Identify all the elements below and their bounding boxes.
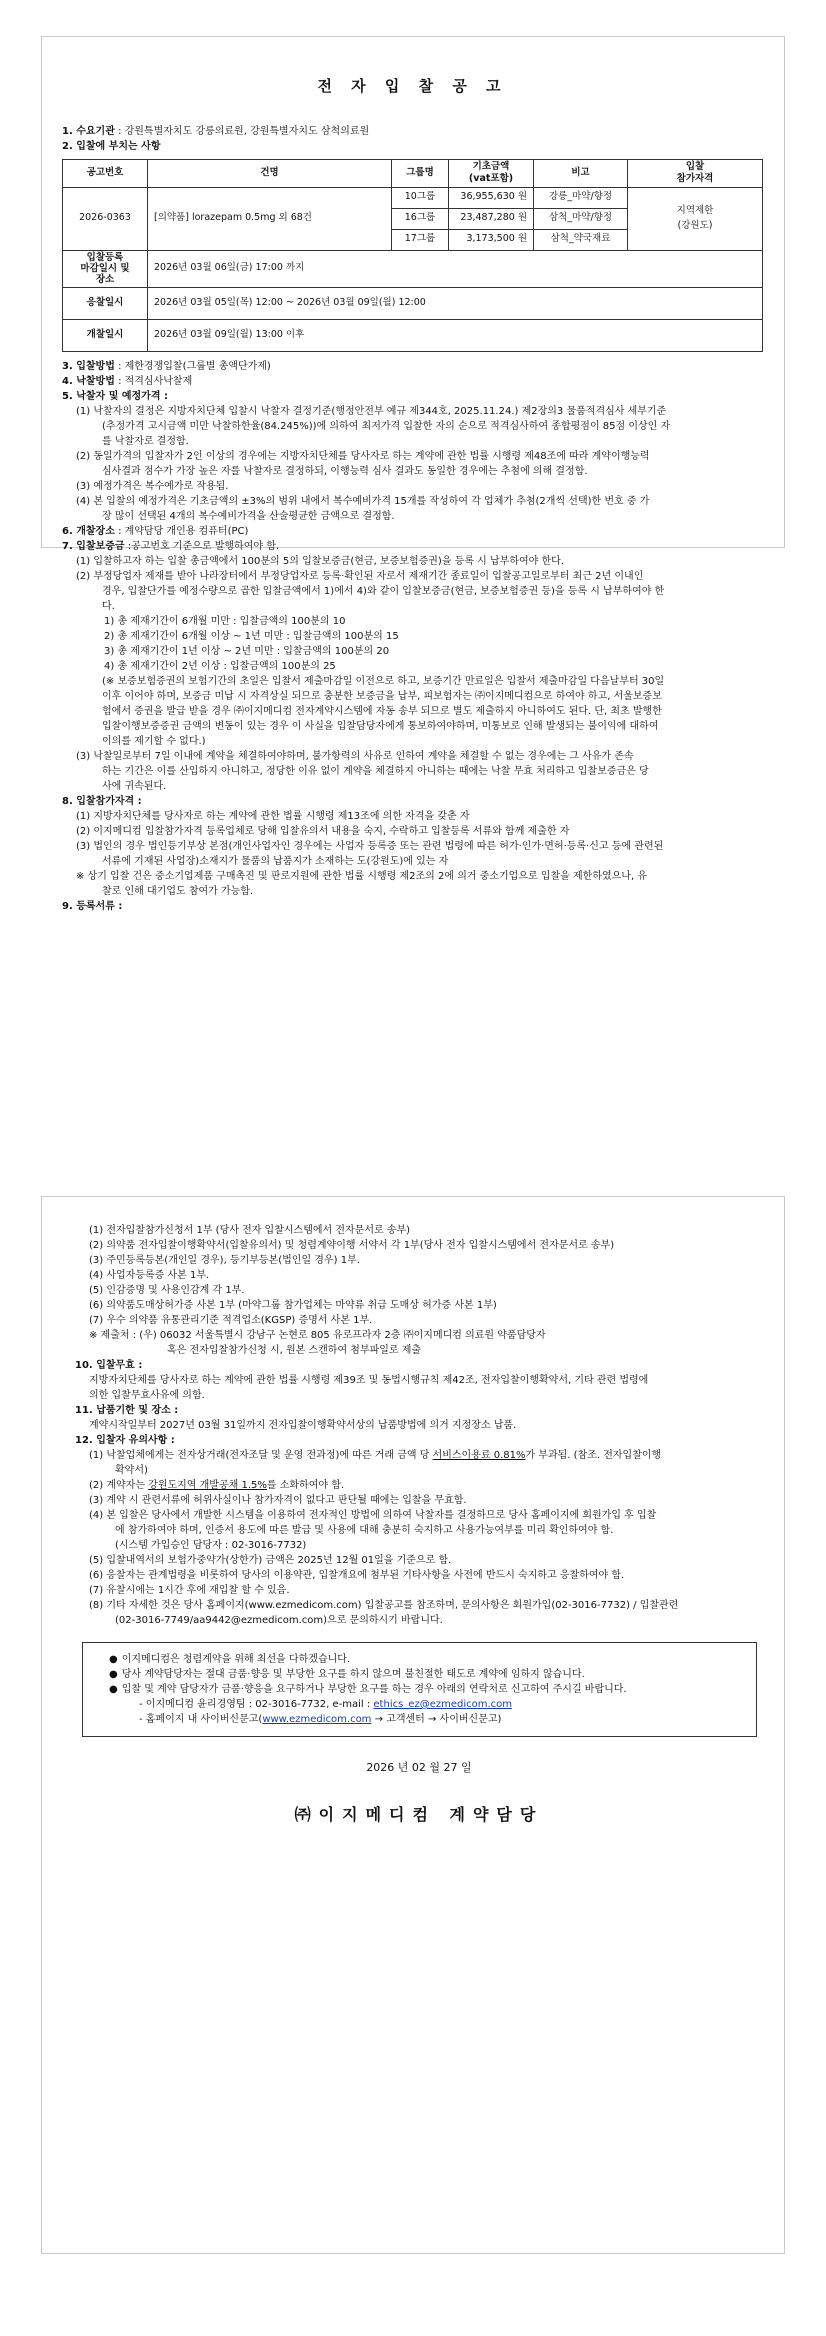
- section-8-line: 찰로 인해 대기업도 참여가 가능함.: [102, 885, 254, 897]
- section-12-line: [75, 1478, 763, 1493]
- section-7-sub: 4) 총 제재기간이 2년 이상 : 입찰금액의 100분의 25: [104, 660, 336, 672]
- notice-date: 2026 년 02 월 27 일: [366, 1761, 472, 1774]
- section-6: [62, 524, 763, 539]
- section-3: [62, 359, 763, 374]
- bidding-label: 응찰일시: [63, 287, 148, 319]
- section-12-line: [75, 1448, 763, 1463]
- header-item: 건명: [148, 159, 392, 187]
- section-9-line: (6) 의약품도매상허가증 사본 1부 (마약그룹 참가업체는 마약류 취급 도매상 허가증 사본 1부): [89, 1300, 497, 1311]
- section-7-line: 다.: [102, 600, 115, 612]
- section-5-label: 5. 낙찰자 및 예정가격 :: [62, 390, 168, 402]
- section-1-label: 1. 수요기관: [62, 125, 115, 137]
- section-4-value: : 적격심사낙찰제: [114, 375, 193, 387]
- section-12-text: (2) 계약자는: [89, 1480, 149, 1491]
- group-name: 10그룹: [392, 187, 449, 208]
- section-6-label: 6. 개찰장소: [62, 525, 115, 537]
- section-12-line: 에 참가하여야 하며, 인증서 용도에 따른 발급 및 사용에 대해 충분히 숙지하고 사용가능여부를 미리 확인하여야 함.: [115, 1525, 614, 1536]
- section-7-line: 하는 기간은 이를 산입하지 아니하고, 정당한 이유 없이 계약을 체결하지 아니하는 때에는 낙찰 무효 처리하고 입찰보증금은 당: [102, 765, 649, 777]
- section-10-text: 의한 입찰무효사유에 의함.: [89, 1390, 205, 1401]
- section-8-line: (3) 법인의 경우 법인등기부상 본점(개인사업자인 경우에는 사업자 등록증 또는 관련 법령에 따른 허가·인가·면허·등록·신고 등에 관련된: [76, 840, 664, 852]
- ethics-bullet: ● 당사 계약담당자는 절대 금품·향응 및 부당한 요구를 하지 않으며 불친절한 태도로 계약에 임하지 않습니다.: [109, 1667, 742, 1682]
- section-11-label: 11. 납품기한 및 장소 :: [75, 1405, 179, 1416]
- section-10-label: 10. 입찰무효 :: [75, 1360, 143, 1371]
- signature: ㈜이지메디컴 계약담당: [294, 1804, 544, 1824]
- cyber-petition-text: → 고객센터 → 사이버신문고): [371, 1714, 502, 1725]
- bid-table: [62, 159, 763, 352]
- section-7-line: (1) 입찰하고자 하는 입찰 총금액에서 100분의 5의 입찰보증금(현금, 보증보험증권)을 등록 시 납부하여야 한다.: [76, 555, 564, 567]
- section-12-text: 를 소화하여야 함.: [266, 1480, 345, 1491]
- section-3-value: : 제한경쟁입찰(그룹별 총액단가제): [114, 360, 271, 372]
- bidding-row: [63, 287, 763, 319]
- ethics-email-link[interactable]: ethics_ez@ezmedicom.com: [373, 1699, 513, 1710]
- section-12-line: (시스템 가입승인 담당자 : 02-3016-7732): [115, 1540, 307, 1551]
- table-row: [63, 187, 763, 208]
- section-9-note: 혹은 전자입찰참가신청 시, 원본 스캔하여 첨부파일로 제출: [167, 1345, 422, 1356]
- section-10-text: 지방자치단체를 당사자로 하는 계약에 관한 법률 시행령 제39조 및 동법시행규칙 제42조, 전자입찰이행확약서, 기타 관련 법령에: [89, 1375, 649, 1386]
- group-name: 16그룹: [392, 208, 449, 229]
- section-12-line: (3) 계약 시 관련서류에 허위사실이나 참가자격이 없다고 판단될 때에는 입찰을 무효함.: [89, 1495, 467, 1506]
- group-name: 17그룹: [392, 229, 449, 250]
- section-7-line: 경우, 입찰단가를 예정수량으로 곱한 입찰금액에서 1)에서 4)와 같이 입찰보증금(현금, 보증보험증권 등)을 등록 시 납부하여야 한: [102, 585, 665, 597]
- section-8-line: ※ 상기 입찰 건은 중소기업제품 구매촉진 및 판로지원에 관한 법률 시행령 제2조의 2에 의거 중소기업으로 입찰을 제한하였으나, 유: [76, 870, 647, 882]
- ethics-contact-text: - 이지메디컴 윤리경영팀 : 02-3016-7732, e-mail :: [139, 1699, 374, 1710]
- section-4-label: 4. 낙찰방법: [62, 375, 115, 387]
- cyber-petition: [109, 1712, 742, 1727]
- section-2-label: 2. 입찰에 부치는 사항: [62, 140, 161, 152]
- section-9-note: ※ 제출처 : (우) 06032 서울특별시 강남구 논현로 805 유로프라자 2층 ㈜이지메디컴 의료원 약품담당자: [89, 1330, 546, 1341]
- ethics-notice-box: [82, 1642, 757, 1737]
- section-7-line: 사에 귀속된다.: [102, 780, 167, 792]
- registration-value: 2026년 03월 06일(금) 17:00 까지: [148, 250, 763, 287]
- section-7-sub: 1) 총 제재기간이 6개월 미만 : 입찰금액의 100분의 10: [104, 615, 346, 627]
- section-5-line: 심사결과 점수가 가장 높은 자를 낙찰자로 결정하되, 이행능력 심사 결과도 동일한 경우에는 추첨에 의해 결정함.: [102, 465, 588, 477]
- section-7-note: 이후 이어야 하며, 보증금 미납 시 자격상실 되므로 충분한 보증금을 납부, 피보험자는 ㈜이지메디컴으로 하여야 하고, 서울보증보: [102, 690, 662, 702]
- section-9-line: (1) 전자입찰참가신청서 1부 (당사 전자 입찰시스템에서 전자문서로 송부): [89, 1225, 411, 1236]
- document-page-2: [41, 1196, 785, 2254]
- section-5-line: (3) 예정가격은 복수예가로 작용됨.: [76, 480, 229, 492]
- section-9-line: (3) 주민등록등본(개인일 경우), 등기부등본(법인일 경우) 1부.: [89, 1255, 360, 1266]
- section-12-line: (8) 기타 자세한 것은 당사 홈페이지(www.ezmedicom.com) 입찰공고를 참조하며, 문의사항은 회원가입(02-3016-7732) / 입찰관련: [89, 1600, 679, 1611]
- section-7-note: 이의를 제기할 수 없다.): [102, 735, 206, 747]
- document-title: 전 자 입 찰 공 고: [317, 77, 508, 95]
- registration-row: [63, 250, 763, 287]
- item-name: [의약품] lorazepam 0.5mg 외 68건: [148, 187, 392, 250]
- section-7-note: 입찰이행보증증권 금액의 변동이 있는 경우 이 사실을 입찰담당자에게 통보하여야하며, 미통보로 인해 발생되는 불이익에 대하여: [102, 720, 659, 732]
- header-note: 비고: [534, 159, 628, 187]
- opening-label: 개찰일시: [63, 319, 148, 351]
- section-7: [62, 539, 763, 554]
- section-8-line: 서류에 기재된 사업장)소재지가 물품의 납품지가 소재하는 도(강원도)에 있는 자: [102, 855, 449, 867]
- section-7-sub: 3) 총 제재기간이 1년 이상 ~ 2년 미만 : 입찰금액의 100분의 20: [104, 645, 390, 657]
- note: 삼척_약국재료: [534, 229, 628, 250]
- section-1: [62, 124, 763, 139]
- ethics-contact: [109, 1697, 742, 1712]
- section-1-value: : 강원특별자치도 강릉의료원, 강원특별자치도 삼척의료원: [114, 125, 370, 137]
- section-8-line: (2) 이지메디컴 입찰참가자격 등록업체로 당해 입찰유의서 내용을 숙지, 수락하고 입찰등록 서류와 함께 제출한 자: [76, 825, 570, 837]
- header-base-amount: 기초금액 (vat포함): [449, 159, 534, 187]
- header-notice-no: 공고번호: [63, 159, 148, 187]
- homepage-link[interactable]: www.ezmedicom.com: [262, 1714, 372, 1725]
- section-8-label: 8. 입찰참가자격 :: [62, 795, 142, 807]
- ethics-bullet: ● 이지메디컴은 청렴계약을 위해 최선을 다하겠습니다.: [109, 1652, 742, 1667]
- section-8-line: (1) 지방자치단체를 당사자로 하는 계약에 관한 법률 시행령 제13조에 의한 자격을 갖춘 자: [76, 810, 470, 822]
- section-12-line: (02-3016-7749/aa9442@ezmedicom.com)으로 문의하시기 바랍니다.: [115, 1615, 443, 1626]
- section-9-line: (2) 의약품 전자입찰이행확약서(입찰유의서) 및 청렴계약이행 서약서 각 1부(당사 전자 입찰시스템에서 전자문서로 송부): [89, 1240, 615, 1251]
- section-9-line: (5) 인감증명 및 사용인감계 각 1부.: [89, 1285, 245, 1296]
- bidding-value: 2026년 03월 05일(목) 12:00 ~ 2026년 03월 09일(월) 12:00: [148, 287, 763, 319]
- section-7-label: 7. 입찰보증금: [62, 540, 125, 552]
- section-12-text: 가 부과됨. (참조. 전자입찰이행: [525, 1450, 662, 1461]
- cyber-petition-text: - 홈페이지 내 사이버신문고(: [139, 1714, 263, 1725]
- service-fee: 서비스이용료 0.81%: [432, 1450, 526, 1461]
- section-12-text: (1) 낙찰업체에게는 전자상거래(전자조달 및 운영 전과정)에 따른 거래 금액 당: [89, 1450, 433, 1461]
- document-page-1: [41, 36, 785, 912]
- section-12-line: (5) 입찰내역서의 보험가중약가(상한가) 금액은 2025년 12월 01일을 기준으로 함.: [89, 1555, 452, 1566]
- section-5-line: (2) 동일가격의 입찰자가 2인 이상의 경우에는 지방자치단체를 당사자로 하는 계약에 관한 법률 시행령 제48조에 따라 계약이행능력: [76, 450, 650, 462]
- section-12-line: (4) 본 입찰은 당사에서 개발한 시스템을 이용하여 전자적인 방법에 의하여 낙찰자를 결정하므로 당사 홈페이지에 회원가입 후 입찰: [89, 1510, 657, 1521]
- section-12-line: (7) 유찰시에는 1시간 후에 재입찰 할 수 있음.: [89, 1585, 290, 1596]
- opening-value: 2026년 03월 09일(월) 13:00 이후: [148, 319, 763, 351]
- header-group: 그룹명: [392, 159, 449, 187]
- registration-label: 입찰등록 마감일시 및 장소: [63, 250, 148, 287]
- section-9-label: 9. 등록서류 :: [62, 900, 123, 912]
- section-11-text: 계약시작일부터 2027년 03월 31일까지 전자입찰이행확약서상의 납품방법에 의거 지정장소 납품.: [89, 1420, 517, 1431]
- qualification: 지역제한 (강원도): [628, 187, 763, 250]
- section-7-line: (2) 부정당업자 제재를 받아 나라장터에서 부정당업자로 등록·확인된 자로서 제재기간 종료일이 입찰공고일로부터 최근 2년 이내인: [76, 570, 644, 582]
- section-7-note: (※ 보증보험증권의 보험기간의 초일은 입찰서 제출마감일 이전으로 하고, 보증기간 만료일은 입찰서 제출마감일 다음날부터 30일: [102, 675, 665, 687]
- section-12-line: 확약서): [115, 1465, 148, 1476]
- section-5-line: (추정가격 고시금액 미만 낙찰하한율(84.245%))에 의하여 최저가격 입찰한 자의 순으로 적격심사하여 종합평점이 85점 이상인 자: [102, 420, 671, 432]
- notice-number: 2026-0363: [63, 187, 148, 250]
- section-7-line: (3) 낙찰일로부터 7일 이내에 계약을 체결하여야하며, 불가항력의 사유로 인하여 계약을 체결할 수 없는 경우에는 그 사유가 존속: [76, 750, 634, 762]
- note: 강릉_마약/향정: [534, 187, 628, 208]
- base-amount: 36,955,630 원: [449, 187, 534, 208]
- section-12-label: 12. 입찰자 유의사항 :: [75, 1435, 175, 1446]
- base-amount: 23,487,280 원: [449, 208, 534, 229]
- section-3-label: 3. 입찰방법: [62, 360, 115, 372]
- section-9-line: (4) 사업자등록증 사본 1부.: [89, 1270, 210, 1281]
- bond-rate: 강원도지역 개발공채 1.5%: [148, 1480, 267, 1491]
- note: 삼척_마약/향정: [534, 208, 628, 229]
- section-7-value: :공고번호 기준으로 발행하여야 함.: [124, 540, 280, 552]
- section-5-line: 장 많이 선택된 4개의 복수예비가격을 산술평균한 금액으로 결정함.: [102, 510, 395, 522]
- section-6-value: : 계약담당 개인용 컴퓨터(PC): [114, 525, 249, 537]
- section-9-line: (7) 우수 의약품 유통관리기준 적격업소(KGSP) 증명서 사본 1부.: [89, 1315, 373, 1326]
- section-7-note: 험에서 증권을 발급 받을 경우 ㈜이지메디컴 전자계약시스템에 자동 송부 되므로 별도 제출하지 아니하여도 된다. 단, 최초 발행한: [102, 705, 662, 717]
- section-5-line: (1) 낙찰자의 결정은 지방자치단체 입찰시 낙찰자 결정기준(행정안전부 예규 제344호, 2025.11.24.) 제2장의3 물품적격심사 세부기준: [76, 405, 667, 417]
- ethics-bullet: ● 입찰 및 계약 담당자가 금품·향응을 요구하거나 부당한 요구를 하는 경우 아래의 연락처로 신고하여 주시길 바랍니다.: [109, 1682, 742, 1697]
- section-5-line: 를 낙찰자로 결정함.: [102, 435, 189, 447]
- bid-table-header: [63, 159, 763, 187]
- section-4: [62, 374, 763, 389]
- base-amount: 3,173,500 원: [449, 229, 534, 250]
- section-7-sub: 2) 총 제재기간이 6개월 이상 ~ 1년 미만 : 입찰금액의 100분의 15: [104, 630, 399, 642]
- opening-row: [63, 319, 763, 351]
- section-12-line: (6) 응찰자는 관계법령을 비롯하여 당사의 이용약관, 입찰개요에 첨부된 기타사항을 사전에 반드시 숙지하고 응찰하여야 함.: [89, 1570, 625, 1581]
- section-5-line: (4) 본 입찰의 예정가격은 기초금액의 ±3%의 범위 내에서 복수예비가격 15개를 작성하여 각 업체가 추첨(2개씩 선택)한 번호 중 가: [76, 495, 650, 507]
- header-qualification: 입찰 참가자격: [628, 159, 763, 187]
